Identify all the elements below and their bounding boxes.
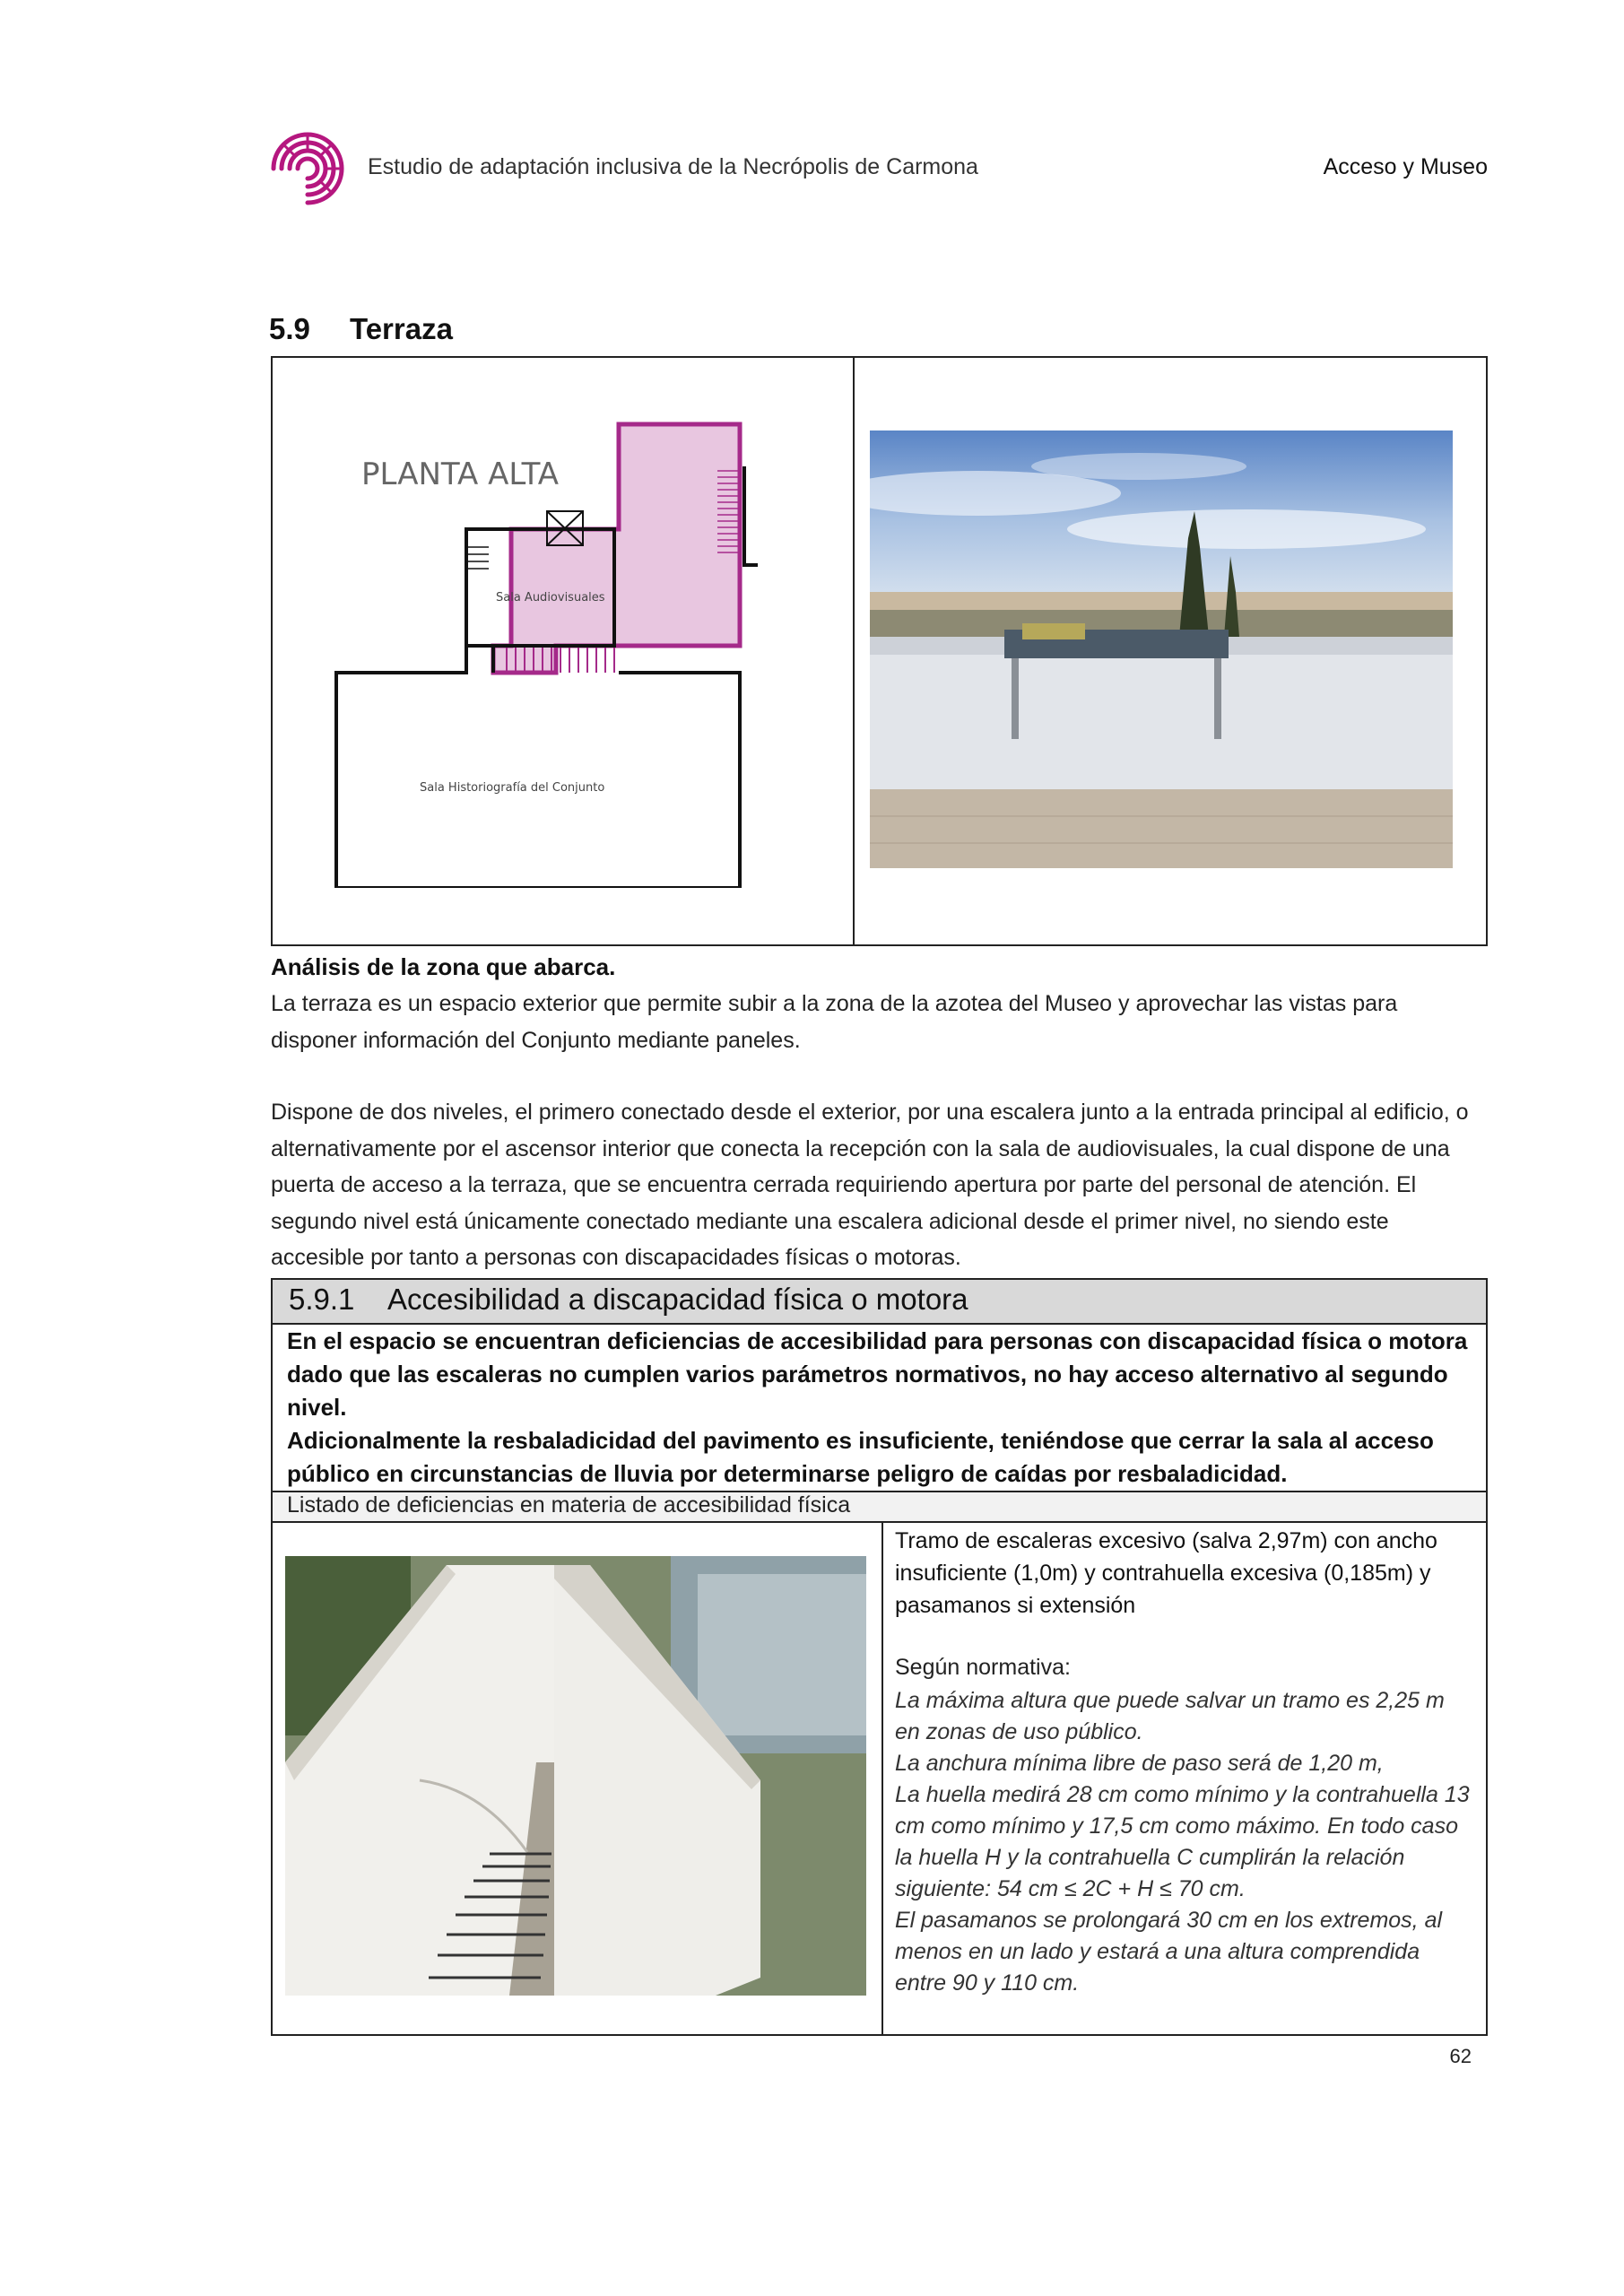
subsection-title: Accesibilidad a discapacidad física o motora (387, 1283, 968, 1316)
plan-room-historiography: Sala Historiografía del Conjunto (420, 781, 605, 795)
floor-plan (332, 422, 762, 888)
deficiency-list-title: Listado de deficiencias en materia de accesibilidad física (287, 1492, 851, 1518)
normative-title: Según normativa: (895, 1655, 1071, 1680)
subsection-number: 5.9.1 (289, 1283, 355, 1316)
necropolis-logo (267, 128, 348, 209)
section-heading (269, 312, 453, 346)
analysis-paragraph-1: La terraza es un espacio exterior que permite subir a la zona de la azotea del Museo y aprovechar las vistas para disponer información del Conjunto mediante paneles. (271, 991, 1398, 1053)
figure-divider (853, 356, 855, 946)
document-title: Estudio de adaptación inclusiva de la Necrópolis de Carmona (368, 154, 978, 179)
analysis-paragraph-2: Dispone de dos niveles, el primero conectado desde el exterior, por una escalera junto a la entrada principal al edificio, o alternativamente por el ascensor interior que conecta la recepción con la sala de audiovisuales, la cual dispone de una puerta de acceso a la terraza, que se encuentra cerrada requiriendo apertura por parte del personal de atención. El segundo nivel está únicamente conectado mediante una escalera adicional desde el primer nivel, no siendo este accesible por tanto a personas con discapacidades físicas o motoras. (271, 1100, 1469, 1270)
accessibility-summary (287, 1325, 1480, 1491)
stair-deficiency-title: Tramo de escaleras excesivo (salva 2,97m) con ancho insuficiente (1,0m) y contrahuella excesiva (0,185m) y pasamanos si extensión (895, 1528, 1437, 1618)
summary-paragraph-1: En el espacio se encuentran deficiencias de accesibilidad para personas con discapacidad física o motora dado que las escaleras no cumplen varios parámetros normativos, no hay acceso alternativo al segundo nivel. (287, 1327, 1468, 1421)
terrace-photo (870, 430, 1453, 868)
stairs-photo (285, 1556, 866, 1996)
plan-floor-label: PLANTA ALTA (361, 457, 560, 492)
section-title: Terraza (350, 312, 453, 345)
analysis-title: Análisis de la zona que abarca. (271, 953, 616, 980)
normative-text: La máxima altura que puede salvar un tramo es 2,25 m en zonas de uso público. La anchura mínima libre de paso será de 1,20 m, La huella medirá 28 cm como mínimo y la contrahuella 13 cm como mínimo y 17,5 cm como máximo. En todo caso la huella H y la contrahuella C cumplirán la relación siguiente: 54 cm ≤ 2C + H ≤ 70 cm. El pasamanos se prolongará 30 cm en los extremos, al menos en un lado y estará a una altura comprendida entre 90 y 110 cm. (895, 1688, 1470, 1996)
accessibility-heading (289, 1283, 968, 1317)
page-number: 62 (1449, 2045, 1472, 2067)
plan-room-audiovisual: Sala Audiovisuales (496, 591, 605, 604)
summary-paragraph-2: Adicionalmente la resbaladicidad del pavimento es insuficiente, teniéndose que cerrar la sala al acceso público en circunstancias de lluvia por determinarse peligro de caídas por resbaladicidad. (287, 1427, 1434, 1487)
section-label: Acceso y Museo (1323, 154, 1488, 179)
section-number: 5.9 (269, 312, 310, 345)
cell-divider (881, 1523, 883, 2036)
